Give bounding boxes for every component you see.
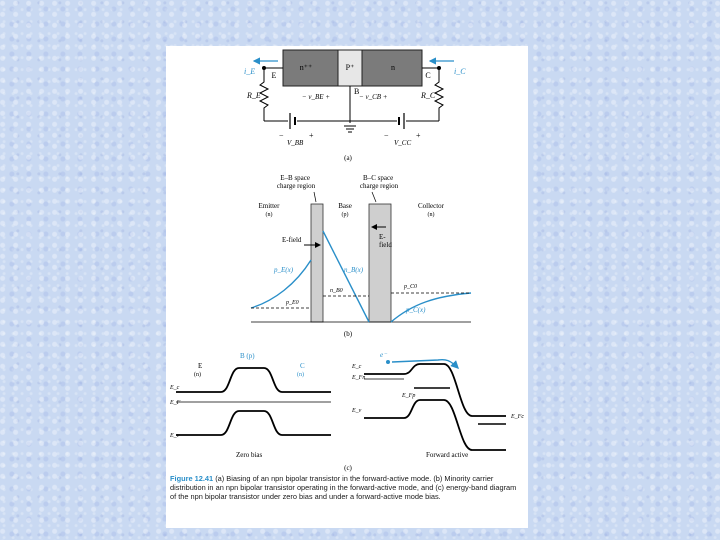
- vbe-label: − v_BE +: [301, 93, 330, 101]
- pC-curve: [391, 293, 471, 322]
- nB-curve: [323, 231, 369, 322]
- caption-figure-number: Figure 12.41: [170, 474, 214, 483]
- eb-region-pointer: [314, 192, 316, 202]
- fa-valence-band: [364, 400, 506, 450]
- base-heading: Base: [338, 202, 352, 210]
- pE0-label: p_E0: [286, 300, 299, 306]
- eb-region-line2: charge region: [276, 182, 316, 190]
- vcc-plus: +: [416, 131, 421, 140]
- zb-EF-label: E_F: [170, 400, 181, 406]
- eb-region-label: [277, 174, 316, 190]
- caption-box: [170, 474, 524, 528]
- fa-conduction-band: [364, 364, 506, 416]
- fa-Ec-label: E_c: [352, 364, 362, 370]
- zb-E-type: (n): [194, 372, 201, 378]
- zb-E-label: E: [198, 362, 203, 370]
- zb-valence-band: [176, 411, 331, 435]
- fa-Ev-label: E_v: [352, 408, 362, 414]
- caption-text: (a) Biasing of an npn bipolar transistor in the forward-active mode. (b) Minority carrier distribution in an npn bipolar transistor operating in the forward-active mode, and (c) energy-band diagram of the npn bipolar transistor under zero bias and under a forward-active mode bias.: [170, 474, 517, 502]
- base-type: (p): [341, 212, 349, 218]
- collector-resistor-label: R_C: [421, 91, 436, 100]
- forward-active-label: Forward active: [426, 451, 469, 459]
- bc-region-line1: B–C space: [363, 174, 394, 182]
- panel-c-sublabel: (c): [344, 464, 352, 472]
- figure-caption: [170, 474, 524, 502]
- figure-panel: [166, 46, 528, 528]
- bc-region-pointer: [372, 192, 376, 202]
- collector-type: (n): [427, 212, 435, 218]
- panel-a-sublabel: (a): [344, 154, 352, 162]
- pC0-label: p_C0: [404, 284, 418, 290]
- emitter-region-label: n⁺⁺: [299, 63, 313, 72]
- figure-svg: [166, 46, 528, 528]
- vcc-minus: −: [384, 131, 389, 140]
- pC-label: p_C(x): [406, 306, 426, 314]
- vcc-label: V_CC: [394, 139, 412, 147]
- bc-depletion-region: [369, 204, 391, 322]
- eb-region-line1: E–B space: [280, 174, 310, 182]
- eb-depletion-region: [311, 204, 323, 322]
- base-region-label: P⁺: [345, 63, 355, 72]
- nB-label: n_B(x): [344, 266, 364, 274]
- panel-a-circuit: [244, 50, 466, 162]
- collector-region-label: n: [391, 63, 395, 72]
- efield-left-label: E-field: [282, 236, 302, 244]
- collector-heading: Collector: [417, 202, 445, 210]
- fa-EFn-label: E_Fn: [352, 375, 366, 381]
- emitter-heading: Emitter: [258, 202, 280, 210]
- vcb-label: − v_CB +: [359, 93, 388, 101]
- zb-C-label: C: [300, 362, 305, 370]
- electron-label: e⁻: [380, 351, 387, 359]
- collector-resistor: [435, 68, 443, 121]
- efield-right-line2: field: [379, 241, 392, 249]
- panel-b-sublabel: (b): [343, 330, 353, 338]
- bc-region-line2: charge region: [359, 182, 399, 190]
- zero-bias-label: Zero bias: [236, 451, 263, 459]
- emitter-type: (n): [265, 212, 273, 218]
- emitter-current-label: i_E: [244, 67, 256, 76]
- zb-C-type: (n): [297, 372, 304, 378]
- vbb-label: V_BB: [287, 139, 304, 147]
- vbb-plus: +: [309, 131, 314, 140]
- electron-dot: [386, 360, 390, 364]
- panel-b-distribution: [251, 174, 471, 338]
- zb-B-label: B (p): [240, 352, 255, 360]
- panel-c-band-diagrams: [169, 351, 524, 472]
- zb-Ev-label: E_v: [170, 433, 180, 439]
- fa-EFc-label: E_Fc: [511, 414, 524, 420]
- emitter-resistor-label: R_E: [247, 91, 261, 100]
- nB0-label: n_B0: [330, 288, 343, 294]
- collector-terminal-label: C: [425, 71, 431, 80]
- base-terminal-label: B: [354, 87, 360, 96]
- emitter-terminal-label: E: [271, 71, 277, 80]
- collector-current-label: i_C: [454, 67, 466, 76]
- fa-EFp-label: E_Fp: [402, 393, 416, 399]
- pE-label: p_E(x): [274, 266, 294, 274]
- vbb-minus: −: [279, 131, 284, 140]
- bc-region-label: [360, 174, 399, 190]
- emitter-resistor: [260, 68, 268, 121]
- zb-Ec-label: E_c: [170, 385, 180, 391]
- efield-right-line1: E-: [379, 233, 386, 241]
